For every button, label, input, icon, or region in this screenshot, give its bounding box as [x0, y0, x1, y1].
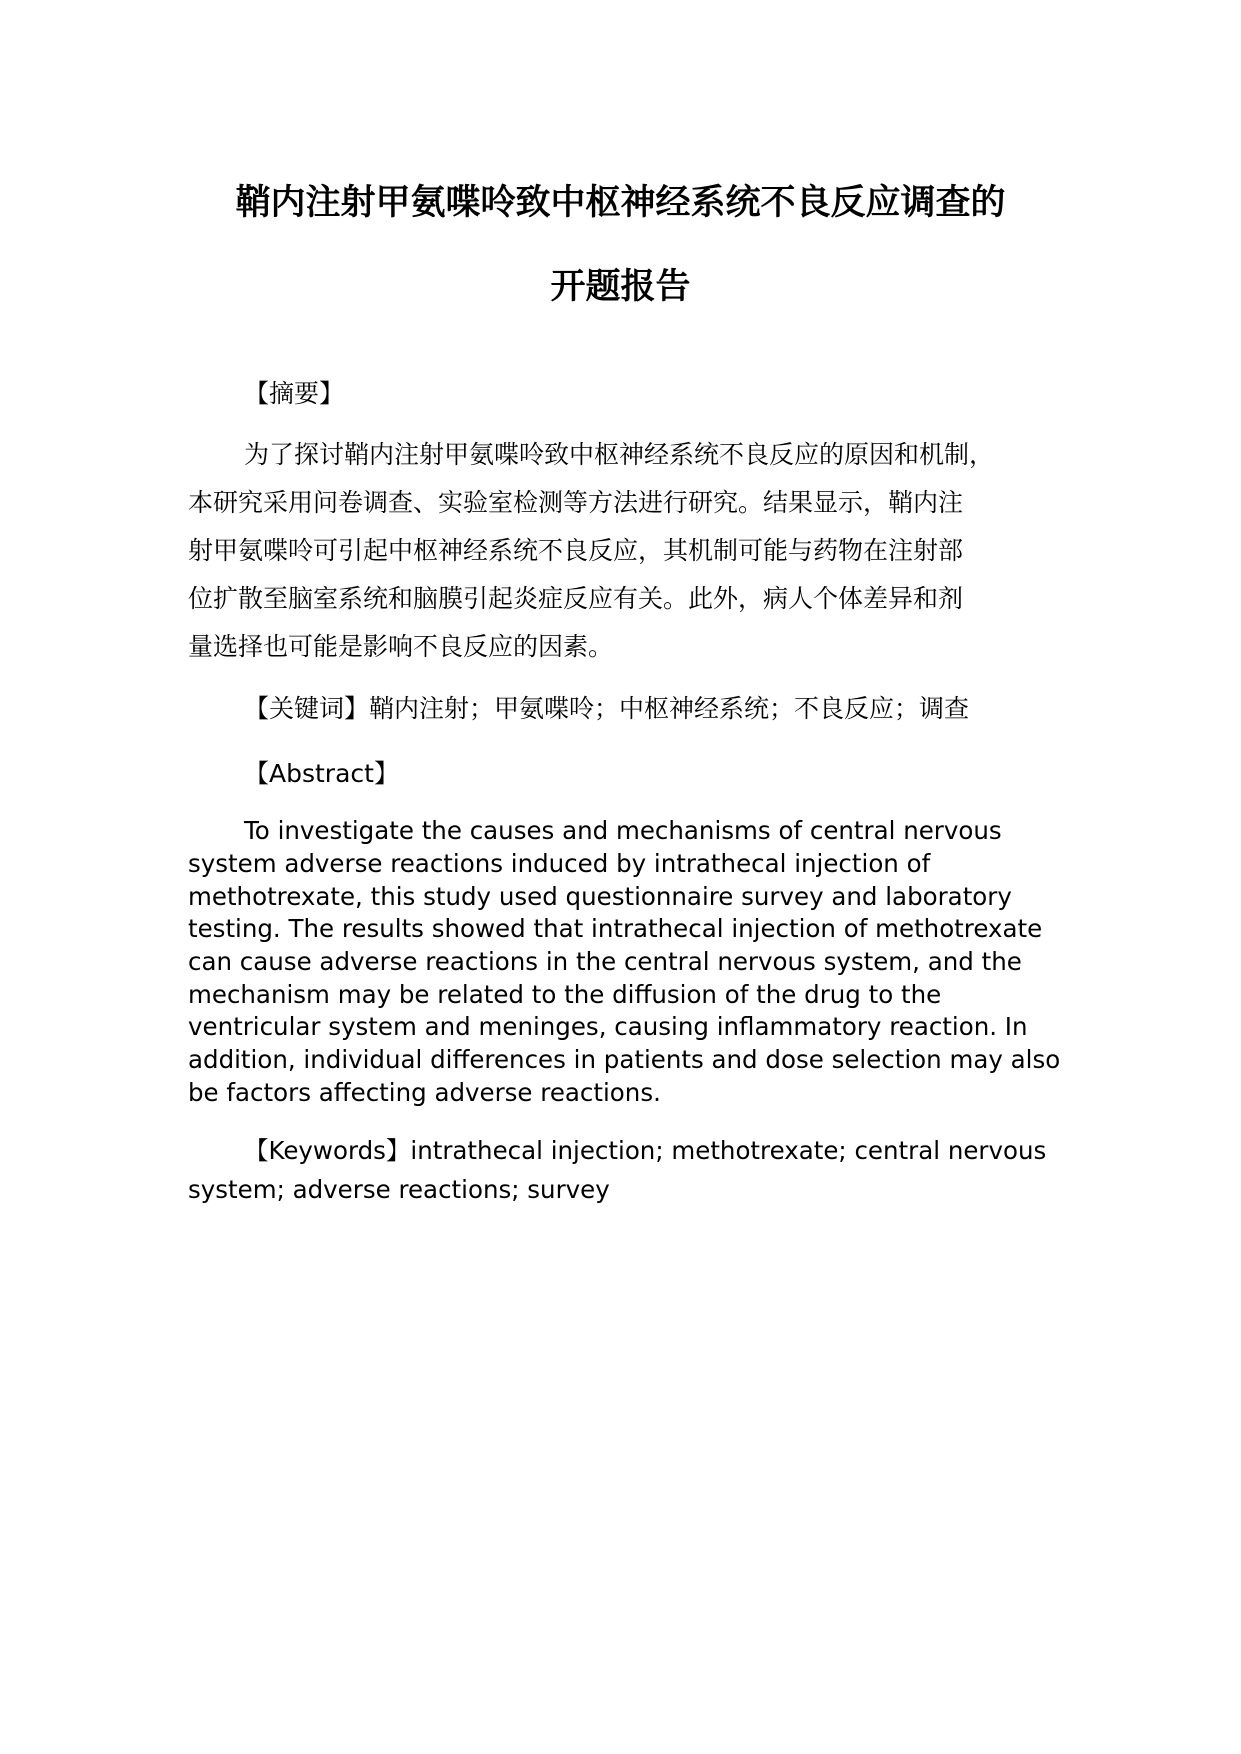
- abstract-en-line: mechanism may be related to the diffusion of the drug to the: [188, 980, 942, 1009]
- keywords-en-line: 【Keywords】intrathecal injection; methotrexate; central nervous: [244, 1136, 1047, 1165]
- abstract-cn-line: 本研究采用问卷调查、实验室检测等方法进行研究。结果显示，鞘内注: [188, 488, 964, 517]
- abstract-cn-heading: 【摘要】: [244, 379, 345, 408]
- abstract-en-line: system adverse reactions induced by intrathecal injection of: [188, 849, 931, 878]
- abstract-en-line: ventricular system and meninges, causing inflammatory reaction. In: [188, 1012, 1028, 1041]
- abstract-en-line: addition, individual differences in patients and dose selection may also: [188, 1045, 1061, 1074]
- abstract-en-line: be factors affecting adverse reactions.: [188, 1078, 661, 1107]
- abstract-cn-line: 量选择也可能是影响不良反应的因素。: [188, 632, 614, 661]
- document-title-line-2: 开题报告: [550, 267, 691, 307]
- abstract-en-line: To investigate the causes and mechanisms of central nervous: [244, 816, 1002, 845]
- abstract-en-line: testing. The results showed that intrathecal injection of methotrexate: [188, 914, 1043, 943]
- abstract-cn-line: 射甲氨喋呤可引起中枢神经系统不良反应，其机制可能与药物在注射部: [188, 536, 964, 565]
- abstract-en-line: methotrexate, this study used questionnaire survey and laboratory: [188, 882, 1012, 911]
- keywords-en-line: system; adverse reactions; survey: [188, 1175, 610, 1204]
- abstract-cn-line: 为了探讨鞘内注射甲氨喋呤致中枢神经系统不良反应的原因和机制，: [244, 440, 995, 469]
- abstract-en-line: can cause adverse reactions in the central nervous system, and the: [188, 947, 1022, 976]
- abstract-en-heading: 【Abstract】: [244, 759, 399, 788]
- document-title-line-1: 鞘内注射甲氨喋呤致中枢神经系统不良反应调查的: [235, 183, 1006, 223]
- keywords-cn: 【关键词】鞘内注射；甲氨喋呤；中枢神经系统；不良反应；调查: [244, 694, 970, 723]
- abstract-cn-line: 位扩散至脑室系统和脑膜引起炎症反应有关。此外，病人个体差异和剂: [188, 584, 964, 613]
